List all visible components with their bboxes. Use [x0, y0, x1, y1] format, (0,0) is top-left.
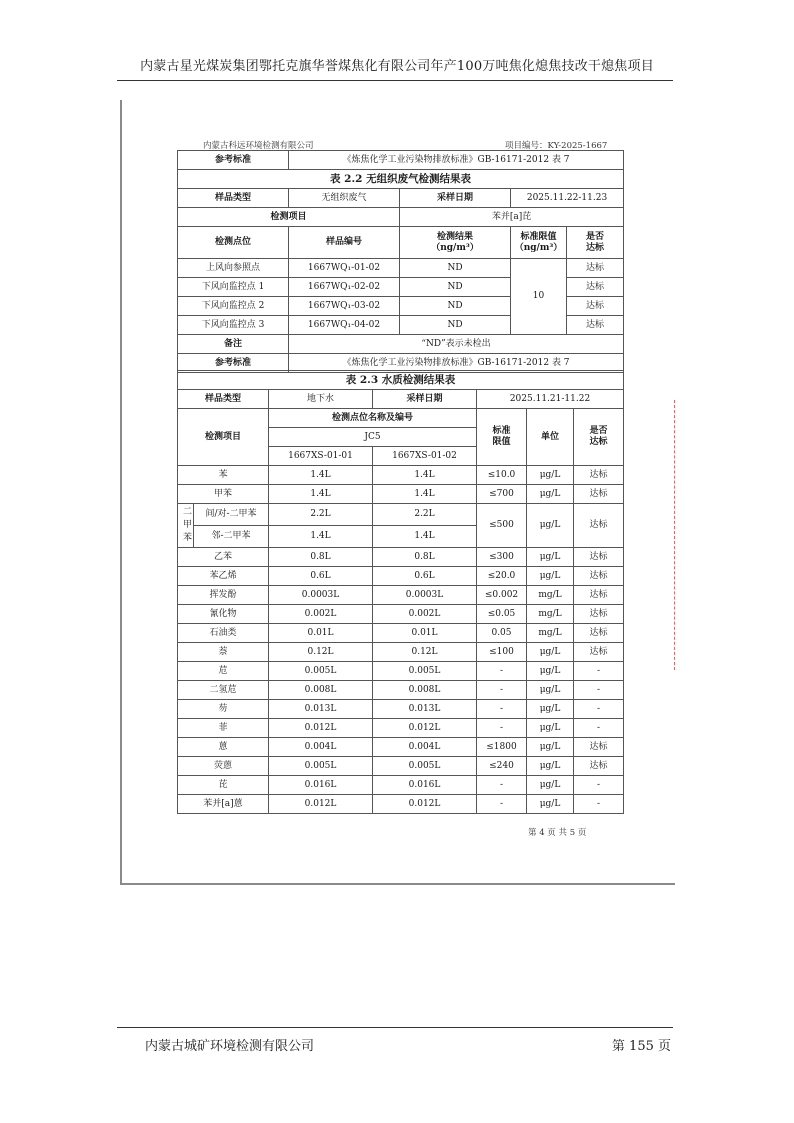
ref-standard-value: 《炼焦化学工业污染物排放标准》GB-16171-2012 表 7	[289, 354, 624, 373]
table-row	[178, 643, 624, 662]
cell-item: 甲苯	[178, 485, 269, 504]
pass-header	[574, 409, 624, 466]
cell-limit: -	[477, 700, 527, 719]
cell-unit: μg/L	[527, 466, 574, 485]
cell-pass: -	[574, 681, 624, 700]
sampling-date-label: 采样日期	[373, 390, 477, 409]
cell-pass: 达标	[574, 567, 624, 586]
cell-result: ND	[400, 259, 511, 278]
cell-item: 二氢苊	[178, 681, 269, 700]
cell-value-2: 0.005L	[373, 662, 477, 681]
cell-limit: ≤10.0	[477, 466, 527, 485]
cell-item: 苯并[a]蒽	[178, 795, 269, 814]
table-row	[178, 504, 624, 526]
unit-header: 单位	[527, 409, 574, 466]
cell-result: ND	[400, 278, 511, 297]
cell-value-2: 0.0003L	[373, 586, 477, 605]
table-row	[178, 681, 624, 700]
cell-unit: μg/L	[527, 567, 574, 586]
cell-pass: 达标	[574, 548, 624, 567]
cell-limit: -	[477, 795, 527, 814]
cell-pass: 达标	[574, 757, 624, 776]
sample-type-label: 样品类型	[178, 390, 269, 409]
cell-unit: μg/L	[527, 485, 574, 504]
cell-result: ND	[400, 297, 511, 316]
table-row	[178, 719, 624, 738]
sampling-date-value: 2025.11.22-11.23	[511, 189, 624, 208]
water-results-table	[177, 370, 624, 814]
table-row	[178, 548, 624, 567]
table-row	[178, 567, 624, 586]
table-row	[178, 624, 624, 643]
cell-unit: μg/L	[527, 719, 574, 738]
cell-pass: 达标	[574, 485, 624, 504]
note-label: 备注	[178, 335, 289, 354]
cell-point: 下风向监控点 2	[178, 297, 289, 316]
cell-pass: 达标	[567, 297, 624, 316]
cell-unit: μg/L	[527, 738, 574, 757]
sample-type-value: 地下水	[269, 390, 373, 409]
test-item-label: 检测项目	[178, 208, 400, 227]
cell-value-1: 0.005L	[269, 757, 373, 776]
cell-item: 氰化物	[178, 605, 269, 624]
cell-point: 下风向监控点 3	[178, 316, 289, 335]
cell-value-2: 0.005L	[373, 757, 477, 776]
col-header-pass-text-2: 达标	[586, 242, 605, 253]
table-title: 表 2.2 无组织废气检测结果表	[178, 170, 624, 189]
ref-standard-label: 参考标准	[178, 354, 289, 373]
pass-header-text-2: 达标	[589, 437, 608, 447]
table-row	[178, 466, 624, 485]
cell-unit: μg/L	[527, 548, 574, 567]
cell-pass: 达标	[574, 624, 624, 643]
cell-pass: 达标	[574, 586, 624, 605]
table-row	[178, 605, 624, 624]
table-row	[178, 795, 624, 814]
cell-value-2: 1.4L	[373, 466, 477, 485]
cell-pass: 达标	[574, 605, 624, 624]
cell-limit: ≤20.0	[477, 567, 527, 586]
sampling-date-label: 采样日期	[400, 189, 511, 208]
cell-limit: ≤240	[477, 757, 527, 776]
table-row	[178, 586, 624, 605]
note-value: “ND”表示未检出	[289, 335, 624, 354]
cell-limit: -	[477, 776, 527, 795]
cell-value-1: 0.6L	[269, 567, 373, 586]
cell-unit: mg/L	[527, 605, 574, 624]
cell-value-2: 0.012L	[373, 719, 477, 738]
cell-code: 1667WQ₁-01-02	[289, 259, 400, 278]
ref-standard-value: 《炼焦化学工业污染物排放标准》GB-16171-2012 表 7	[289, 151, 624, 170]
cell-pass: -	[574, 700, 624, 719]
cell-value-1: 0.016L	[269, 776, 373, 795]
cell-value-2: 1.4L	[373, 526, 477, 548]
cell-item: 苯乙烯	[178, 567, 269, 586]
cell-unit: μg/L	[527, 700, 574, 719]
cell-value-2: 0.008L	[373, 681, 477, 700]
page-title: 内蒙古星光煤炭集团鄂托克旗华誉煤焦化有限公司年产100万吨焦化熄焦技改干熄焦项目	[140, 59, 654, 74]
cell-unit: μg/L	[527, 681, 574, 700]
cell-pass: 达标	[574, 466, 624, 485]
cell-limit: ≤300	[477, 548, 527, 567]
footer-company: 内蒙古城矿环境检测有限公司	[145, 1039, 315, 1054]
cell-item: 芘	[178, 776, 269, 795]
table-row	[178, 662, 624, 681]
point-label: 检测点位名称及编号	[269, 409, 477, 428]
cell-value-1: 1.4L	[269, 526, 373, 548]
scan-edge-mark	[673, 400, 675, 670]
test-item-label: 检测项目	[178, 409, 269, 466]
cell-value-1: 0.012L	[269, 719, 373, 738]
col-header-pass-text: 是否	[586, 231, 605, 242]
cell-value-2: 0.01L	[373, 624, 477, 643]
cell-unit: μg/L	[527, 776, 574, 795]
cell-pass: -	[574, 776, 624, 795]
cell-value-2: 0.12L	[373, 643, 477, 662]
col-header-limit	[511, 227, 567, 259]
cell-limit: 10	[511, 259, 567, 335]
cell-value-1: 0.012L	[269, 795, 373, 814]
project-number: 项目编号：KY-2025-1667	[505, 141, 608, 151]
cell-limit: ≤0.002	[477, 586, 527, 605]
cell-limit: ≤0.05	[477, 605, 527, 624]
cell-value-2: 1.4L	[373, 485, 477, 504]
cell-value-1: 0.002L	[269, 605, 373, 624]
cell-value-1: 0.8L	[269, 548, 373, 567]
cell-item: 乙苯	[178, 548, 269, 567]
col-header-point: 检测点位	[178, 227, 289, 259]
cell-unit: μg/L	[527, 504, 574, 548]
cell-value-1: 0.12L	[269, 643, 373, 662]
limit-header-text-2: 限值	[492, 437, 511, 447]
col-header-limit-unit: （ng/m³）	[514, 242, 563, 253]
cell-value-1: 0.008L	[269, 681, 373, 700]
table-title: 表 2.3 水质检测结果表	[178, 371, 624, 390]
point-value: JC5	[269, 428, 477, 447]
sample-type-label: 样品类型	[178, 189, 289, 208]
cell-item: 荧蒽	[178, 757, 269, 776]
air-results-table	[177, 150, 624, 373]
cell-value-1: 0.0003L	[269, 586, 373, 605]
cell-pass: -	[574, 719, 624, 738]
col-header-pass	[567, 227, 624, 259]
col-header-limit-text: 标准限值	[520, 231, 557, 242]
table-row	[178, 738, 624, 757]
footer-page-number: 第 155 页	[611, 1039, 671, 1054]
footer-divider	[117, 1027, 673, 1028]
report-company: 内蒙古科远环境检测有限公司	[203, 141, 314, 151]
scan-page-number: 第 4 页 共 5 页	[528, 828, 587, 838]
cell-item: 间/对-二甲苯	[194, 504, 269, 526]
cell-item: 挥发酚	[178, 586, 269, 605]
cell-limit: -	[477, 662, 527, 681]
cell-code: 1667WQ₁-04-02	[289, 316, 400, 335]
sample-type-value: 无组织废气	[289, 189, 400, 208]
cell-limit: ≤500	[477, 504, 527, 548]
cell-pass: -	[574, 795, 624, 814]
col-header-result-text: 检测结果	[436, 231, 473, 242]
sampling-date-value: 2025.11.21-11.22	[477, 390, 624, 409]
cell-pass: 达标	[567, 316, 624, 335]
table-row	[178, 757, 624, 776]
cell-limit: ≤700	[477, 485, 527, 504]
xylene-group-label: 二甲苯	[178, 504, 194, 548]
cell-value-2: 2.2L	[373, 504, 477, 526]
cell-value-2: 0.012L	[373, 795, 477, 814]
sample-code-1: 1667XS-01-01	[269, 447, 373, 466]
cell-item: 蒽	[178, 738, 269, 757]
cell-value-1: 0.005L	[269, 662, 373, 681]
cell-limit: ≤100	[477, 643, 527, 662]
test-item-value: 苯并[a]芘	[400, 208, 624, 227]
cell-limit: -	[477, 719, 527, 738]
cell-item: 石油类	[178, 624, 269, 643]
cell-pass: 达标	[574, 504, 624, 548]
cell-value-2: 0.6L	[373, 567, 477, 586]
cell-value-1: 2.2L	[269, 504, 373, 526]
cell-item: 菲	[178, 719, 269, 738]
ref-standard-label: 参考标准	[178, 151, 289, 170]
cell-item: 萘	[178, 643, 269, 662]
cell-pass: -	[574, 662, 624, 681]
sample-code-2: 1667XS-01-02	[373, 447, 477, 466]
cell-unit: μg/L	[527, 795, 574, 814]
table-row	[178, 776, 624, 795]
col-header-result	[400, 227, 511, 259]
cell-limit: 0.05	[477, 624, 527, 643]
cell-pass: 达标	[574, 738, 624, 757]
cell-point: 下风向监控点 1	[178, 278, 289, 297]
cell-unit: μg/L	[527, 662, 574, 681]
cell-unit: mg/L	[527, 586, 574, 605]
cell-pass: 达标	[567, 259, 624, 278]
cell-code: 1667WQ₁-02-02	[289, 278, 400, 297]
col-header-result-unit: （ng/m³）	[431, 242, 479, 253]
limit-header-text: 标准	[492, 426, 511, 436]
cell-value-1: 0.013L	[269, 700, 373, 719]
cell-unit: μg/L	[527, 643, 574, 662]
limit-header	[477, 409, 527, 466]
cell-value-1: 1.4L	[269, 466, 373, 485]
cell-value-2: 0.016L	[373, 776, 477, 795]
cell-item: 邻-二甲苯	[194, 526, 269, 548]
cell-value-2: 0.013L	[373, 700, 477, 719]
col-header-code: 样品编号	[289, 227, 400, 259]
cell-limit: ≤1800	[477, 738, 527, 757]
cell-value-2: 0.8L	[373, 548, 477, 567]
table-row	[178, 700, 624, 719]
pass-header-text: 是否	[589, 426, 608, 436]
cell-pass: 达标	[567, 278, 624, 297]
cell-result: ND	[400, 316, 511, 335]
cell-point: 上风向参照点	[178, 259, 289, 278]
cell-unit: mg/L	[527, 624, 574, 643]
cell-limit: -	[477, 681, 527, 700]
cell-item: 苊	[178, 662, 269, 681]
cell-value-2: 0.004L	[373, 738, 477, 757]
cell-item: 芴	[178, 700, 269, 719]
cell-item: 苯	[178, 466, 269, 485]
cell-code: 1667WQ₁-03-02	[289, 297, 400, 316]
header-divider	[117, 80, 673, 81]
cell-value-1: 0.004L	[269, 738, 373, 757]
cell-value-1: 0.01L	[269, 624, 373, 643]
table-row	[178, 485, 624, 504]
cell-pass: 达标	[574, 643, 624, 662]
cell-unit: μg/L	[527, 757, 574, 776]
cell-value-2: 0.002L	[373, 605, 477, 624]
table-row	[178, 259, 624, 278]
cell-value-1: 1.4L	[269, 485, 373, 504]
